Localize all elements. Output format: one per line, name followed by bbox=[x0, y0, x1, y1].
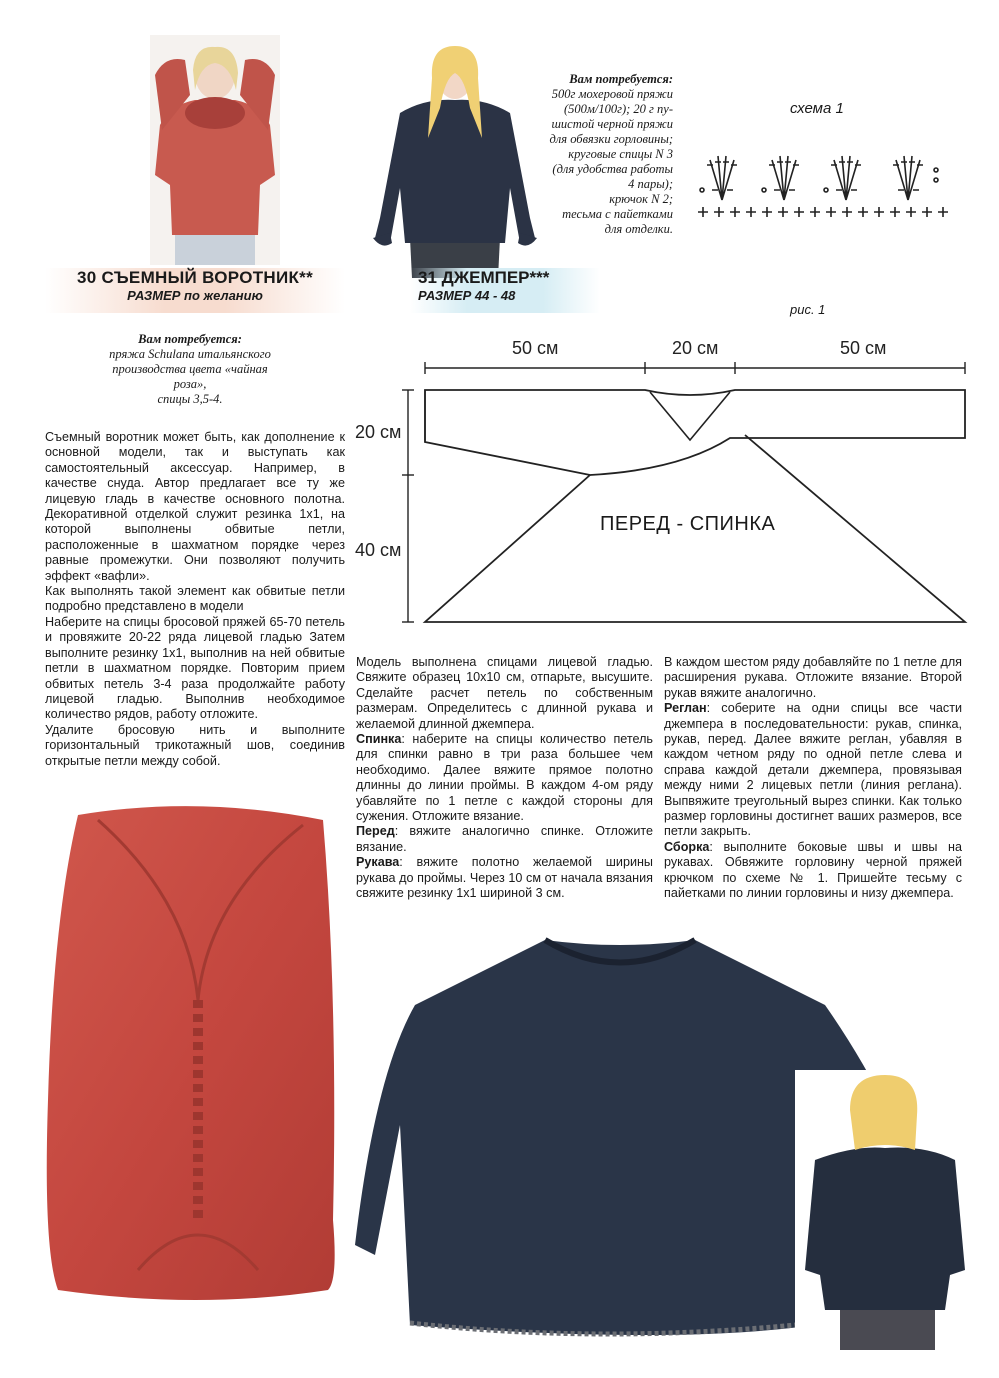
section-label: Реглан bbox=[664, 701, 707, 716]
paragraph: Съемный воротник может быть, как дополнение к основной модели, так и выступать как самостоятельный аксессуар. Например, в качестве снуда. Автор предлагает все ту же лицевую гладь в качестве основного полотна. Декоративной отделкой служит резинка 1х1, на которой выполнены обвитые петли, расположенные в шахматном порядке через равные промежутки. Они позволяют получить эффект «вафли». bbox=[45, 430, 345, 583]
requirement-line: круговые спицы N 3 bbox=[568, 147, 673, 161]
requirement-line: тесьма с пайетками bbox=[562, 207, 673, 221]
section-label: Спинка bbox=[356, 732, 402, 747]
dim-neck-width: 20 см bbox=[672, 338, 719, 358]
model-30-size: РАЗМЕР по желанию bbox=[127, 288, 263, 303]
model-31-instructions-col2 bbox=[664, 655, 962, 902]
requirement-line: 4 пары); bbox=[628, 177, 673, 191]
scheme-label: схема 1 bbox=[790, 100, 844, 117]
section-label: Перед bbox=[356, 824, 395, 839]
requirement-line: роза», bbox=[173, 377, 207, 391]
paragraph: Наберите на спицы бросовой пряжей 65-70 петель и провяжите 20-22 ряда лицевой гладью Затем выполните резинку 1х1, выполнив на ней обвитые петли в шахматном порядке. Повторим прием обвитых петель 3-4 раза продолжайте работу лицевой гладью. Выполнив необходимое количество рядов, работу отложите. bbox=[45, 614, 345, 722]
model-31-title-block bbox=[410, 268, 600, 313]
requirement-line: для отделки. bbox=[604, 222, 673, 236]
paragraph: В каждом шестом ряду добавляйте по 1 петле для расширения рукава. Отложите вязание. Второй рукав вяжите аналогично. bbox=[664, 655, 962, 700]
section-label: Рукава bbox=[356, 855, 400, 870]
model-31-instructions-col1 bbox=[356, 655, 653, 902]
paragraph: Рукава: вяжите полотно желаемой ширины рукава до проймы. Через 10 см от начала вязания свяжите резинку 1х1 шириной 3 см. bbox=[356, 855, 653, 901]
pattern-diagram bbox=[350, 330, 980, 630]
dim-right-width: 50 см bbox=[840, 338, 887, 358]
model-30-title-block bbox=[45, 268, 345, 313]
model-30-photo bbox=[150, 35, 280, 265]
section-label: Сборка bbox=[664, 839, 710, 854]
requirement-line: пряжа Schulana итальянского bbox=[109, 347, 271, 361]
model-30-instructions bbox=[45, 430, 345, 769]
model-31-size: РАЗМЕР 44 - 48 bbox=[418, 288, 516, 303]
dim-top-height: 20 см bbox=[355, 422, 402, 442]
model-30-requirements bbox=[60, 332, 320, 407]
dim-left-width: 50 см bbox=[512, 338, 559, 358]
paragraph: Спинка: наберите на спицы количество петель для спинки равно в три раза большее чем необходимо. Далее вяжите прямое полотно длинны до линии проймы. В каждом 4-ом ряду убавляйте по 1 петле с каждой стороны для сужения. Отложите вязание. bbox=[356, 732, 653, 824]
requirement-line: для обвязки горловины; bbox=[549, 132, 673, 146]
model-31-requirements-heading: Вам потребуется: bbox=[569, 72, 673, 86]
model-31-photo bbox=[370, 38, 540, 278]
dim-bottom-height: 40 см bbox=[355, 540, 402, 560]
requirement-line: крючок N 2; bbox=[609, 192, 673, 206]
model-30-requirements-heading: Вам потребуется: bbox=[138, 332, 242, 346]
paragraph: Модель выполнена спицами лицевой гладью. Свяжите образец 10х10 см, отпарьте, высушите. Сделайте расчет петель по собственным размерам. Определитесь с длинной рукава и желаемой длинной джемпера. bbox=[356, 655, 653, 731]
requirement-line: шистой черной пряжи bbox=[551, 117, 673, 131]
paragraph: Удалите бросовую нить и выполните горизонтальный трикотажный шов, соединив открытые петли между собой. bbox=[45, 722, 345, 768]
paragraph: Как выполнять такой элемент как обвитые петли подробно представлено в модели bbox=[45, 584, 345, 614]
part-label: ПЕРЕД - СПИНКА bbox=[600, 513, 776, 535]
requirement-line: производства цвета «чайная bbox=[112, 362, 268, 376]
model-31-requirements bbox=[525, 72, 673, 237]
requirement-line: (500м/100г); 20 г пу- bbox=[563, 102, 673, 116]
requirement-line: (для удобства работы bbox=[552, 162, 673, 176]
requirement-line: спицы 3,5-4. bbox=[157, 392, 223, 406]
figure-label: рис. 1 bbox=[790, 302, 826, 317]
paragraph: Сборка: выполните боковые швы и швы на рукавах. Обвяжите горловину черной пряжей крючком по схеме № 1. Пришейте тесьму с пайетками по линии горловины и низу джемпера. bbox=[664, 839, 962, 901]
model-30-title: 30 СЪЕМНЫЙ ВОРОТНИК** bbox=[76, 268, 314, 287]
paragraph: Реглан: соберите на одни спицы все части джемпера в последовательности: рукав, спинка, рукав, перед. Далее вяжите реглан, убавляя в каждом четном ряду по одной петле слева и справа каждой детали джемпера, провязывая между ними 2 лицевых петли (линия реглана). Выпвяжите треугольный вырез спинки. Как только размер горловины достигнет ваших размеров, все петли закрыть. bbox=[664, 701, 962, 839]
collar-photo bbox=[38, 800, 358, 1305]
requirement-line: 500г мохеровой пряжи bbox=[551, 87, 673, 101]
crochet-scheme bbox=[692, 140, 962, 235]
paragraph: Перед: вяжите аналогично спинке. Отложите вязание. bbox=[356, 824, 653, 854]
back-view-photo bbox=[795, 1070, 970, 1350]
model-31-title: 31 ДЖЕМПЕР*** bbox=[418, 268, 550, 287]
